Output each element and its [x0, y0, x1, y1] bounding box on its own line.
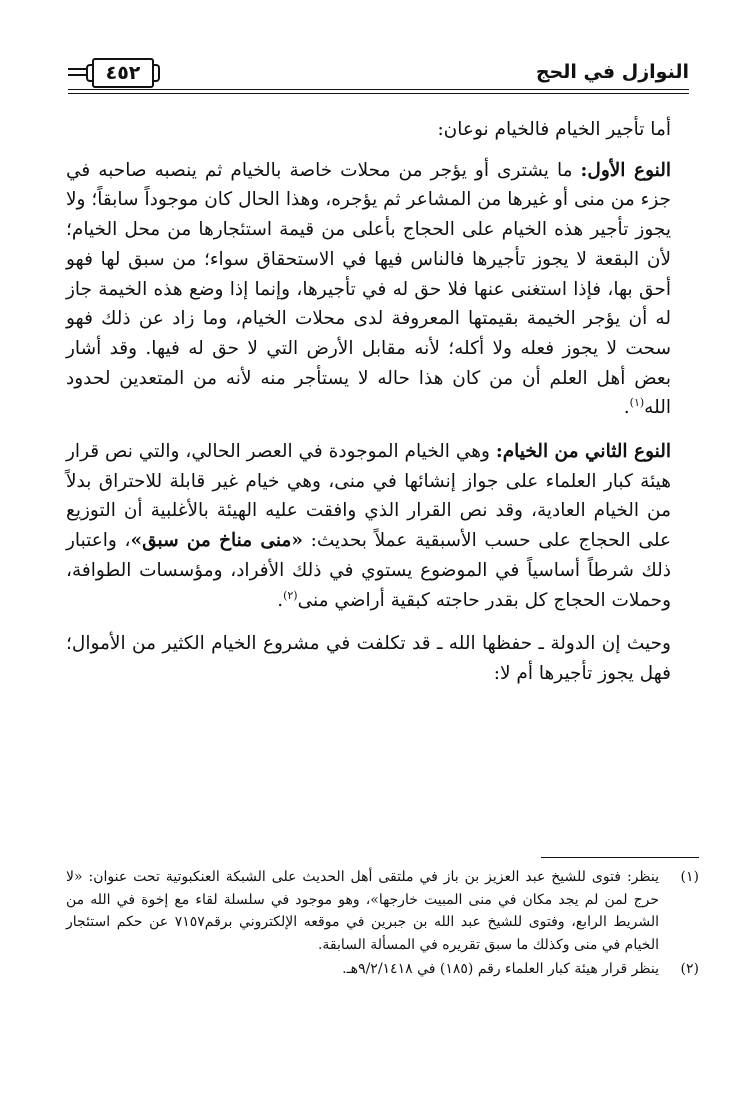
type1-paragraph: [66, 156, 699, 423]
type2-paragraph: [66, 437, 699, 615]
footnote-2: [66, 958, 699, 981]
intro-paragraph: [66, 115, 699, 145]
footnote-text: ينظر: فتوى للشيخ عبد العزيز بن باز في ملتقى أهل الحديث على الشبكة العنكبوتية تحت عنوان: «لا حرج لمن لم يجد مكان في منى المبيت خارجها»، وهو موجود في سلسلة لقاء مع إخوة في الله من الشريط الرابع، وفتوى للشيخ عبد الله بن جبرين في موقعه الإلكتروني برقم٧١٥٧ عن حكم استئجار الخيام في منى وكذلك ما سبق تقريره في المسألة السابقة.: [66, 869, 660, 953]
closing-paragraph: [66, 629, 699, 688]
footnotes: [66, 866, 699, 983]
page-number: ٤٥٢: [105, 62, 141, 84]
footnote-text: ينظر قرار هيئة كبار العلماء رقم (١٨٥) في ٩/٢/١٤١٨هـ.: [342, 961, 659, 978]
header-dash-ornament: [68, 68, 88, 76]
intro-text: أما تأجير الخيام فالخيام نوعان:: [437, 119, 671, 140]
footnote-separator: [541, 857, 699, 858]
footnote-ref-1: (١): [629, 396, 645, 410]
footnote-number: (٢): [680, 961, 699, 978]
type2-text-a: وهي الخيام الموجودة في العصر الحالي، والتي نص قرار هيئة كبار العلماء على جواز إنشائها في منى، وهي خيام غير قابلة للاحتراق بدلاً من الخيام العادية، وقد نص القرار الذي وافقت عليه الهيئة بالأغلبية أن التوزيع على الحجاج على حسب الأسبقية عملاً بحديث:: [66, 441, 672, 552]
footnote-ref-2: (٢): [283, 588, 298, 602]
type1-end: .: [623, 397, 630, 419]
page-number-frame: [92, 58, 154, 88]
type1-text: ما يشترى أو يؤجر من محلات خاصة بالخيام ثم ينصبه صاحبه في جزء من منى أو غيرها من المشاعر ثم يؤجره، وهذا الحال كان موجوداً سابقاً؛ ولا يجوز تأجير هذه الخيام على الحجاج بأعلى من قيمة استئجارها من محل الخيام؛ لأن البقعة لا يجوز تأجيرها فالناس فيها في الاستحقاق سواء؛ من سبق لها فهو أحق بها، فإذا استغنى عنها فلا حق له في تأجيرها، وإنما إذا وضع هذه الخيمة جاز له أن يؤجر الخيمة بقيمتها المعروفة لدى محلات الخيام، وما زاد عن ذلك فهو سحت لا يجوز فعله ولا أكله؛ لأنه مقابل الأرض التي لا حق له فيها. وقد أشار بعض أهل العلم أن من كان هذا حاله لا يستأجر منه لأنه من المتعدين لحدود الله: [66, 159, 671, 419]
footnote-number: (١): [680, 869, 699, 885]
type1-heading: النوع الأول:: [580, 159, 671, 181]
closing-text: وحيث إن الدولة ـ حفظها الله ـ قد تكلفت في مشروع الخيام الكثير من الأموال؛ فهل يجوز تأجيرها أم لا:: [66, 633, 671, 684]
hadith-quote: «منى مناخ من سبق»: [130, 530, 303, 552]
header-rule-top: [68, 89, 689, 90]
footnote-1: [66, 866, 699, 956]
page-header: [68, 60, 689, 100]
type2-heading: النوع الثاني من الخيام:: [495, 441, 671, 463]
main-text: [66, 115, 699, 703]
type2-text-b: ، واعتبار ذلك شرطاً أساسياً في الموضوع يستوي في ذلك الأفراد، ومؤسسات الطوافة، وحملات الحجاج كل بقدر حاجته كبقية أراضي منى: [66, 530, 671, 611]
type2-end: .: [277, 589, 284, 611]
header-rule-bottom: [68, 93, 689, 94]
running-title: النوازل في الحج: [535, 61, 689, 83]
